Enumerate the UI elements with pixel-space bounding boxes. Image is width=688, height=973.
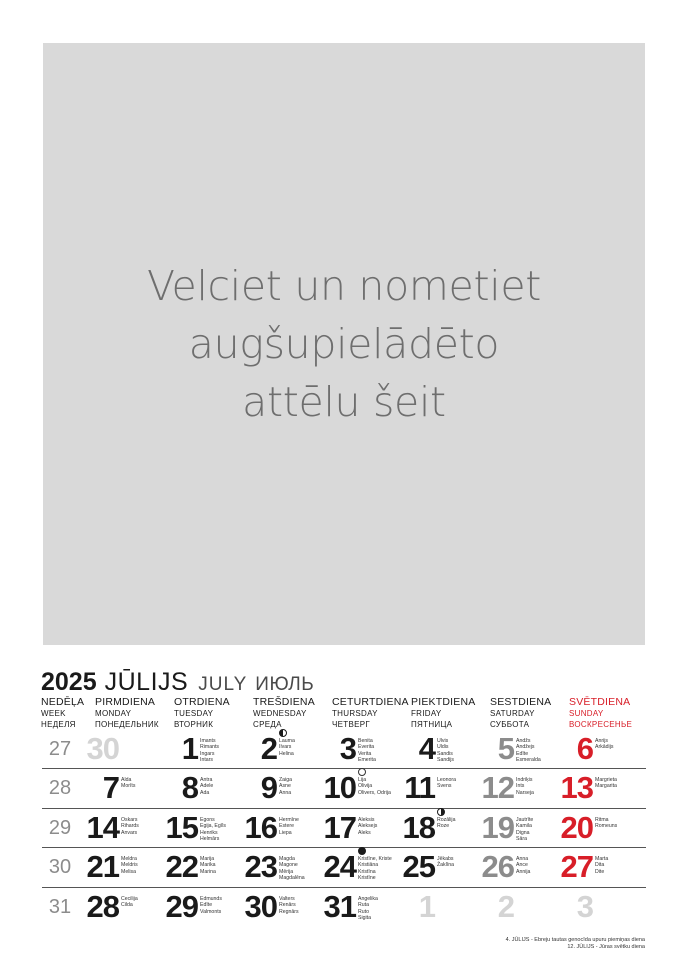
name-day: Roze (437, 823, 450, 830)
name-day: Margrieta (595, 777, 617, 783)
day-number: 11 (404, 770, 435, 805)
name-day: Marika (200, 862, 216, 869)
drop-zone-line-3: attēlu šeit (242, 378, 446, 427)
day-cell (401, 888, 481, 928)
name-day: Jautrīte (516, 817, 534, 823)
name-day: Lija (358, 777, 367, 783)
day-header (95, 697, 159, 730)
name-day-list (358, 896, 378, 922)
month-name-lv: JŪLIJS (104, 668, 189, 696)
name-day-list (516, 777, 534, 796)
name-day: Aleksis (358, 817, 375, 823)
name-day-list (279, 896, 299, 915)
day-header-en: SATURDAY (490, 709, 535, 718)
day-header-ru: СРЕДА (253, 720, 282, 729)
name-day-list (200, 738, 219, 764)
name-day: Everita (358, 744, 375, 751)
day-header (569, 697, 632, 730)
photo-drop-zone[interactable] (43, 43, 645, 645)
name-day: Lauma (279, 738, 295, 744)
name-day: Sandis (437, 750, 453, 757)
name-day: Alda (121, 777, 132, 783)
name-day: Egons (200, 817, 215, 823)
day-cell (322, 809, 402, 849)
day-number: 30 (86, 731, 119, 766)
name-day-list (595, 856, 608, 875)
day-number: 6 (576, 731, 593, 766)
name-day: Estere (279, 823, 294, 830)
name-day: Mērija (279, 868, 294, 875)
name-day-list (121, 896, 138, 909)
day-header-lv: SESTDIENA (490, 696, 552, 708)
name-day: Regnārs (279, 908, 299, 915)
day-number: 19 (481, 810, 514, 845)
name-day: Ada (200, 789, 210, 796)
name-day-list (121, 856, 138, 875)
day-cell (322, 769, 402, 809)
day-number: 22 (165, 849, 198, 884)
name-day-list (516, 856, 530, 875)
name-day-list (358, 777, 391, 796)
day-number: 15 (165, 810, 198, 845)
name-day-list (437, 817, 455, 830)
day-cell (243, 809, 323, 849)
day-header-lv: TREŠDIENA (253, 696, 315, 708)
day-cell (85, 888, 165, 928)
day-header (41, 697, 84, 730)
day-header (411, 697, 475, 730)
day-header-en: THURSDAY (332, 709, 378, 718)
day-header-en: TUESDAY (174, 709, 214, 718)
day-header-en: SUNDAY (569, 709, 604, 718)
name-day-list (200, 777, 213, 796)
day-cell (559, 730, 639, 770)
day-header-lv: PIEKTDIENA (411, 696, 476, 708)
name-day: Oskars (121, 817, 138, 823)
day-cell (559, 809, 639, 849)
name-day: Aleks (358, 829, 371, 836)
day-number: 10 (323, 770, 356, 805)
day-cell (85, 848, 165, 888)
day-header (253, 697, 315, 730)
name-day-list (121, 777, 135, 790)
name-day: Ruto (358, 908, 369, 915)
day-number: 4 (418, 731, 435, 766)
day-header-lv: OTRDIENA (174, 696, 230, 708)
name-day: Indriķis (516, 777, 533, 783)
name-day: Sāra (516, 836, 527, 843)
day-header-ru: ЧЕТВЕРГ (332, 720, 370, 729)
name-day: Kristiāna (358, 862, 379, 869)
day-header-ru: ВТОРНИК (174, 720, 214, 729)
moon-phase-icon (358, 768, 366, 776)
day-cell (322, 888, 402, 928)
name-day: Annija (516, 868, 531, 875)
name-day: Ilvars (279, 744, 292, 751)
name-day: Benita (358, 738, 373, 744)
name-day-list (358, 817, 377, 836)
name-day: Svens (437, 783, 452, 790)
day-cell (480, 848, 560, 888)
day-header-ru: НЕДЕЛЯ (41, 720, 76, 729)
week-number: 28 (48, 777, 72, 799)
day-cell (164, 848, 244, 888)
day-number: 28 (86, 889, 119, 924)
name-day-list (516, 817, 533, 843)
day-number: 20 (560, 810, 593, 845)
day-header-ru: ВОСКРЕСЕНЬЕ (569, 720, 633, 729)
moon-phase-icon (358, 847, 366, 855)
name-day: Morīts (121, 783, 136, 790)
day-header-en: WEDNESDAY (253, 709, 307, 718)
name-day: Imants (200, 738, 216, 744)
name-day: Rimants (200, 744, 220, 751)
name-day: Romeuns (595, 823, 618, 830)
day-number: 1 (181, 731, 198, 766)
name-day-list (516, 738, 541, 764)
day-cell (243, 848, 323, 888)
day-cell (243, 769, 323, 809)
day-cell (559, 769, 639, 809)
name-day-list (279, 738, 295, 757)
name-day-list (358, 856, 392, 882)
day-number: 27 (560, 849, 593, 884)
name-day: Adele (200, 783, 214, 790)
day-cell (401, 730, 481, 770)
name-day: Andžejs (516, 744, 535, 751)
name-day: Meldris (121, 862, 138, 869)
footnotes (506, 937, 645, 951)
drop-zone-line-1: Velciet un nometiet (146, 261, 542, 310)
name-day-list (200, 896, 222, 915)
name-day: Ruta (358, 902, 369, 909)
week-number: 31 (48, 896, 72, 918)
day-cell (85, 769, 165, 809)
day-cell (164, 809, 244, 849)
name-day: Verita (358, 750, 372, 757)
name-day: Ulvis (437, 738, 449, 744)
day-header-en: FRIDAY (411, 709, 442, 718)
name-day: Rozālija (437, 817, 456, 823)
day-header-ru: ПОНЕДЕЛЬНИК (95, 720, 159, 729)
day-cell (322, 848, 402, 888)
name-day: Zaiga (279, 777, 292, 783)
day-cell (559, 848, 639, 888)
day-number: 31 (323, 889, 356, 924)
week-number: 29 (48, 817, 72, 839)
name-day: Digna (516, 829, 530, 836)
name-day: Rihards (121, 823, 139, 830)
day-number: 3 (339, 731, 356, 766)
name-day: Edīte (516, 750, 529, 757)
name-day: Uldis (437, 744, 449, 751)
name-day: Emerita (358, 757, 376, 764)
name-day: Dite (595, 868, 605, 875)
name-day: Henriks (200, 829, 218, 836)
name-day: Anna (516, 856, 529, 862)
day-cell (480, 888, 560, 928)
day-header-en: MONDAY (95, 709, 132, 718)
drop-zone-line-2: augšupielādēto (188, 319, 500, 368)
name-day: Liepa (279, 829, 292, 836)
name-day: Aleksejs (358, 823, 378, 830)
name-day: Anrijs (595, 738, 608, 744)
name-day: Anna (279, 789, 292, 796)
day-number: 16 (244, 810, 277, 845)
name-day: Olivers, Odrija (358, 789, 391, 796)
day-header-lv: SVĒTDIENA (569, 696, 631, 708)
name-day: Marina (200, 868, 216, 875)
name-day-list (437, 777, 456, 790)
name-day: Melisa (121, 868, 136, 875)
day-number: 13 (560, 770, 593, 805)
day-cell (401, 809, 481, 849)
day-number: 17 (323, 810, 356, 845)
name-day: Cilda (121, 902, 133, 909)
day-cell (401, 848, 481, 888)
day-cell (559, 888, 639, 928)
name-day: Margarita (595, 783, 617, 790)
day-number: 18 (402, 810, 435, 845)
week-number: 30 (48, 856, 72, 878)
name-day: Leonora (437, 777, 457, 783)
name-day: Olivija (358, 783, 373, 790)
day-cell (401, 769, 481, 809)
day-cell (85, 809, 165, 849)
name-day: Valmonts (200, 908, 222, 915)
name-day: Ritma (595, 817, 609, 823)
day-cell (480, 809, 560, 849)
day-number: 29 (165, 889, 198, 924)
moon-phase-icon (437, 808, 445, 816)
name-day: Ints (516, 783, 525, 790)
day-number: 21 (86, 849, 119, 884)
day-cell (480, 769, 560, 809)
day-header-lv: NEDĒĻA (41, 696, 85, 708)
name-day-list (279, 817, 299, 836)
day-number: 25 (402, 849, 435, 884)
name-day-list (595, 777, 617, 790)
day-cell (243, 730, 323, 770)
name-day: Edmunds (200, 896, 222, 902)
name-day: Sandijs (437, 757, 455, 764)
year: 2025 (41, 668, 97, 696)
name-day: Esmeralda (516, 757, 541, 764)
name-day: Kristīne (358, 875, 376, 882)
name-day: Magone (279, 862, 298, 869)
name-day: Kristīne, Kriste (358, 856, 392, 862)
day-number: 1 (418, 889, 435, 924)
drop-zone-text (147, 257, 541, 432)
day-header (490, 697, 551, 730)
name-day-list (200, 817, 226, 843)
name-day: Helina (279, 750, 294, 757)
day-cell (164, 730, 244, 770)
name-day: Jēkabs (437, 856, 454, 862)
week-number: 27 (48, 738, 72, 760)
day-number: 23 (244, 849, 277, 884)
name-day: Intars (200, 757, 213, 764)
day-header-lv: CETURTDIENA (332, 696, 409, 708)
name-day: Renārs (279, 902, 296, 909)
name-day: Dita (595, 862, 605, 869)
name-day-list (437, 856, 454, 869)
name-day: Angelika (358, 896, 378, 902)
name-day: Anvars (121, 829, 138, 836)
day-number: 12 (481, 770, 514, 805)
day-number: 5 (497, 731, 514, 766)
day-number: 30 (244, 889, 277, 924)
day-cell (243, 888, 323, 928)
day-cell (480, 730, 560, 770)
day-header-en: WEEK (41, 709, 66, 718)
day-number: 14 (86, 810, 119, 845)
name-day: Sigita (358, 915, 371, 922)
name-day-list (279, 856, 305, 882)
calendar-header (41, 668, 314, 697)
name-day: Helmārs (200, 836, 220, 843)
day-number: 3 (576, 889, 593, 924)
day-number: 8 (181, 770, 198, 805)
day-cell (164, 888, 244, 928)
day-header-ru: ПЯТНИЦА (411, 720, 453, 729)
day-number: 2 (497, 889, 514, 924)
name-day-list (595, 817, 617, 830)
month-name-ru: ИЮЛЬ (255, 674, 315, 695)
name-day-list (358, 738, 376, 764)
day-cell (322, 730, 402, 770)
name-day: Kristīna (358, 868, 376, 875)
name-day-list (121, 817, 139, 836)
day-header-ru: СУББОТА (490, 720, 530, 729)
day-number: 24 (323, 849, 356, 884)
name-day: Žaklīna (437, 862, 455, 869)
name-day: Ingars (200, 750, 215, 757)
name-day: Arkādijs (595, 744, 614, 751)
day-number: 7 (102, 770, 119, 805)
day-cell (85, 730, 165, 770)
day-cell (164, 769, 244, 809)
name-day: Asne (279, 783, 291, 790)
name-day-list (279, 777, 292, 796)
moon-phase-icon (279, 729, 287, 737)
day-header (332, 697, 409, 730)
name-day: Antra (200, 777, 213, 783)
day-header-lv: PIRMDIENA (95, 696, 156, 708)
name-day: Kamila (516, 823, 532, 830)
name-day: Marija (200, 856, 215, 862)
name-day: Magdalēna (279, 875, 305, 882)
day-number: 9 (260, 770, 277, 805)
name-day: Cecilija (121, 896, 138, 902)
name-day-list (437, 738, 454, 764)
name-day-list (200, 856, 216, 875)
name-day: Valters (279, 896, 295, 902)
name-day: Edīte (200, 902, 213, 909)
name-day: Hermīne (279, 817, 299, 823)
name-day: Andžs (516, 738, 531, 744)
day-number: 2 (260, 731, 277, 766)
footnote: 4. JŪLIJS - Ebreju tautas genocīda upuru piemiņas diena (505, 937, 645, 943)
footnote: 12. JŪLIJS - Jūras svētku diena (567, 944, 645, 950)
name-day: Meldra (121, 856, 137, 862)
name-day: Ance (516, 862, 528, 869)
name-day: Magda (279, 856, 295, 862)
day-header (174, 697, 230, 730)
name-day: Marta (595, 856, 609, 862)
name-day-list (595, 738, 613, 751)
name-day: Narseja (516, 789, 534, 796)
name-day: Egija, Egīls (200, 823, 226, 830)
day-number: 26 (481, 849, 514, 884)
month-name-en: JULY (198, 674, 248, 695)
